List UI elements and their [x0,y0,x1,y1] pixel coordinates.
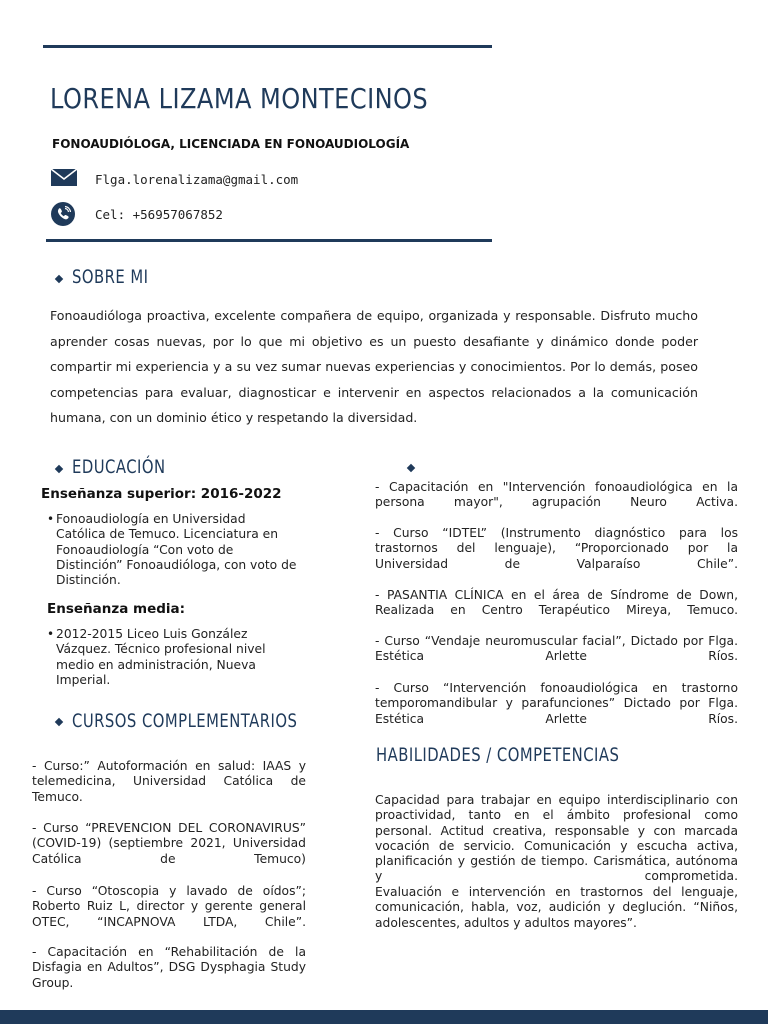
candidate-name: LORENA LIZAMA MONTECINOS [50,82,429,115]
curso-item: - Curso “Otoscopia y lavado de oídos”; Roberto Ruiz L, director y gerente general OTEC, “INCAPNOVA LTDA, Chile”. [32,884,306,929]
section-title-habilidades: HABILIDADES / COMPETENCIAS [376,744,620,766]
ensenanza-superior-label: Enseñanza superior: 2016-2022 [41,486,282,502]
bullet-dot-icon: • [47,627,55,641]
curso-item: - Capacitación en "Intervención fonoaudiológica en la persona mayor", agrupación Neuro Activa. [375,480,738,510]
curso-item: - Curso “IDTEL” (Instrumento diagnóstico para los trastornos del lenguaje), “Proporcionado por la Universidad de Valparaíso Chile”. [375,526,738,571]
section-title-educacion: EDUCACIÓN [72,456,166,478]
bullet-dot-icon: • [47,512,55,526]
list-item [47,512,297,588]
ensenanza-media-item: 2012-2015 Liceo Luis González Vázquez. Técnico profesional nivel medio en administración, Nueva Imperial. [56,627,266,687]
curso-item: - Curso “PREVENCION DEL CORONAVIRUS” (COVID-19) (septiembre 2021, Universidad Católica de Temuco) [32,821,306,866]
curso-item: - Curso “Vendaje neuromuscular facial”, Dictado por Flga. Estética Arlette Ríos. [375,634,738,664]
envelope-icon [51,169,77,186]
footer-bar [0,1010,768,1024]
ensenanza-media-label: Enseñanza media: [47,601,186,617]
curso-item: - Curso “Intervención fonoaudiológica en trastorno temporomandibular y parafunciones” Dictado por Flga. Estética Arlette Ríos. [375,681,738,726]
sobre-mi-paragraph: Fonoaudióloga proactiva, excelente compañera de equipo, organizada y responsable. Disfruto mucho aprender cosas nuevas, por lo que mi objetivo es un puesto desafiante y dinámico donde poder compartir mi experiencia y a su vez sumar nuevas experiencias y conocimientos. Por lo demás, poseo competencias para evaluar, diagnosticar e intervenir en aspectos relacionados a la comunicación humana, con un dominio ético y respetando la diversidad. [50,308,698,426]
diamond-bullet-icon [55,465,63,473]
candidate-title: FONOAUDIÓLOGA, LICENCIADA EN FONOAUDIOLOGÍA [52,137,410,151]
diamond-bullet-icon [55,718,63,726]
habilidades-paragraph-1: Capacidad para trabajar en equipo interdisciplinario con proactividad, tanto en el ámbito profesional como personal. Actitud creativa, responsable y con marcada vocación de servicio. Comunicación y escucha activa, planificación y gestión de tiempo. Carismática, autónoma y comprometida. [375,793,738,884]
section-title-sobre-mi: SOBRE MI [72,266,149,288]
diamond-bullet-icon [407,464,415,472]
curso-item: - Curso:” Autoformación en salud: IAAS y telemedicina, Universidad Católica de Temuco. [32,759,306,804]
phone-icon [51,202,75,226]
curso-item: - Capacitación en “Rehabilitación de la Disfagia en Adultos”, DSG Dysphagia Study Group. [32,945,306,990]
diamond-bullet-icon [55,275,63,283]
ensenanza-superior-item: Fonoaudiología en Universidad Católica de Temuco. Licenciatura en Fonoaudiología “Con voto de Distinción” Fonoaudióloga, con voto de Distinción. [56,512,297,588]
phone-number[interactable]: Cel: +56957067852 [95,207,223,222]
list-item [47,627,297,688]
section-title-cursos: CURSOS COMPLEMENTARIOS [72,710,298,732]
email-link[interactable]: Flga.lorenalizama@gmail.com [95,172,299,187]
habilidades-paragraph-2: Evaluación e intervención en trastornos del lenguaje, comunicación, habla, voz, audición y deglución. “Niños, adolescentes, adultos y adultos mayores”. [375,885,738,930]
header-bottom-rule [46,239,492,242]
curso-item: - PASANTIA CLÍNICA en el área de Síndrome de Down, Realizada en Centro Terapéutico Mireya, Temuco. [375,588,738,618]
header-top-rule [43,45,492,48]
